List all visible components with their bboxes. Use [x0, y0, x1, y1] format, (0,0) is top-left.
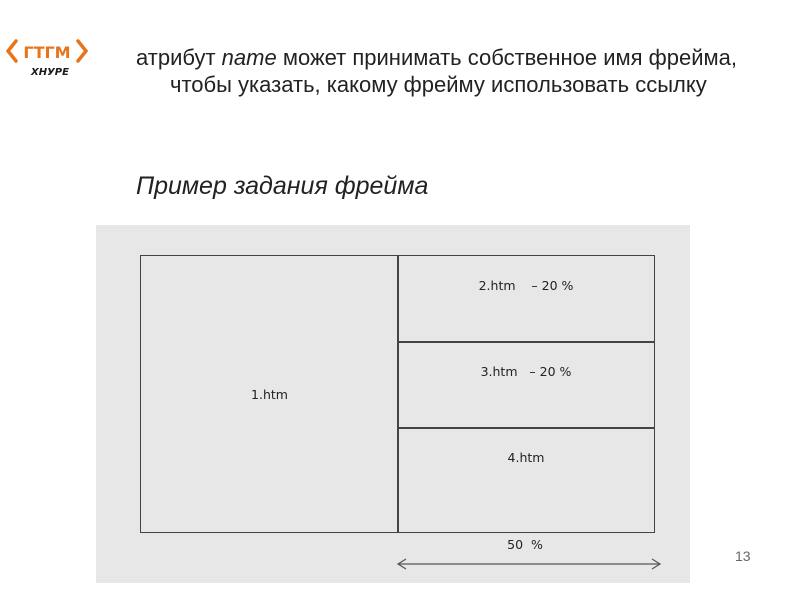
logo — [6, 38, 88, 86]
frame-3-label: 3.htm – 20 % — [480, 364, 572, 379]
logo-bottom-text: ХНУРЕ — [31, 67, 69, 78]
frame-2 — [397, 255, 655, 343]
attribute-description — [136, 44, 770, 98]
frame-4 — [397, 427, 655, 533]
frame-4-label: 4.htm — [507, 450, 545, 465]
frame-1 — [140, 255, 399, 533]
width-label: 50 % — [507, 537, 543, 552]
page-number: 13 — [735, 548, 751, 564]
frame-2-label: 2.htm – 20 % — [478, 278, 574, 293]
name-attribute-term: name — [221, 45, 277, 70]
frameset-diagram — [96, 225, 690, 583]
logo-top-text: ГТГМ — [23, 43, 71, 62]
section-heading: Пример задания фрейма — [136, 172, 429, 200]
frame-3 — [397, 341, 655, 429]
double-arrow-icon — [396, 557, 662, 571]
description-prefix: атрибут — [136, 45, 222, 70]
description-suffix: может принимать собственное имя фрейма, чтобы указать, какому фрейму использовать ссылку — [170, 45, 737, 97]
frame-1-label: 1.htm — [251, 386, 288, 402]
